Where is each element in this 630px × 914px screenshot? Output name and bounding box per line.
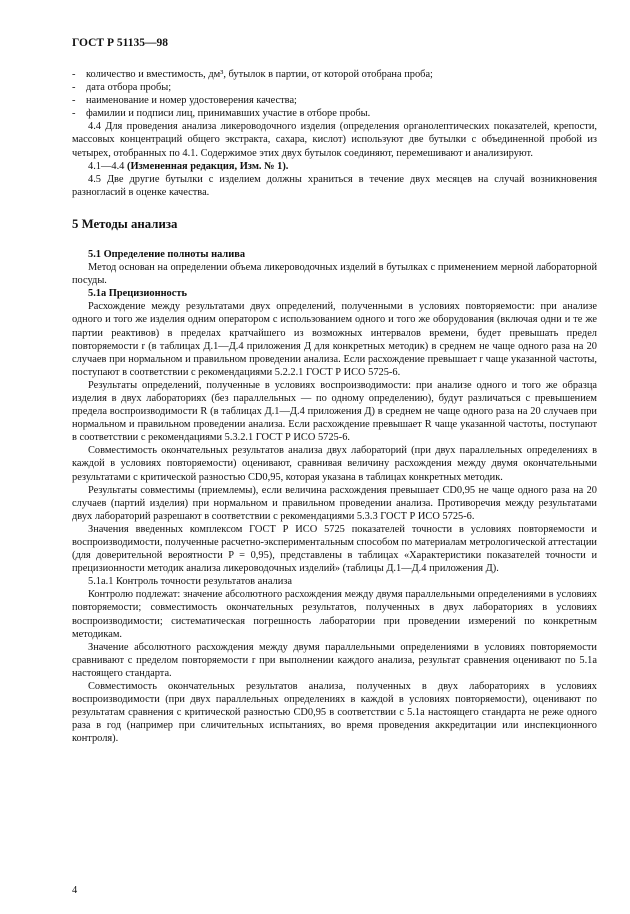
heading-5-1a-1: 5.1а.1 Контроль точности результатов анализа <box>88 576 293 588</box>
heading-5-1: 5.1 Определение полноты налива <box>88 248 246 260</box>
paragraph-reproducibility: Результаты определений, полученные в условиях воспроизводимости: при анализе одного и того же образца изделия в двух лабораториях (без параллельных — по одному определению), будут различаться с превышением предела воспроизводимости R (в таблицах Д.1—Д.4 приложения Д) в среднем не чаще одного раза на 20 случаев при нормальном и правильном проведении анализа. Если расхождение превышает R чаще указанной частоты, поступают в соответствии с рекомендациями 5.3.2.1 ГОСТ Р ИСО 5725-6. <box>72 379 597 444</box>
paragraph-4-5: 4.5 Две другие бутылки с изделием должны храниться в течение двух месяцев на случай возникновения разногласий в оценке качества. <box>72 173 597 198</box>
paragraph-lab-compatibility: Совместимость окончательных результатов анализа, полученных в двух лабораториях в условиях воспроизводимости (при двух параллельных определениях в каждой в условиях повторяемости), оценивают по результатам сравнения с критической разностью CD0,95 в соответствии с 5.1а настоящего стандарта не реже одного раза в год (например при сличительных испытаниях, во время проведения аккредитации или инспекционного контроля). <box>72 681 597 745</box>
paragraph-4-4: 4.4 Для проведения анализа ликероводочного изделия (определения органолептических показателей, крепости, массовых концентраций общего экстракта, сахара, кислот) используют две бутылки с объединенной пробой из четырех, отобранных по 4.1. Содержимое этих двух бутылок соединяют, перемешивают и анализируют. <box>72 121 597 159</box>
section-5-heading: 5 Методы анализа <box>72 216 178 231</box>
paragraph-control: Контролю подлежат: значение абсолютного расхождения между двумя параллельными определениями в условиях повторяемости; совместимость окончательных результатов, полученных в двух лабораториях в условиях воспроизводимости; систематическая погрешность лаборатории при проведении измерений по конкретным методикам. <box>72 589 597 640</box>
running-header: ГОСТ Р 51135—98 <box>72 37 168 49</box>
list-item: - количество и вместимость, дм³, бутылок в партии, от которой отобрана проба; <box>72 69 433 80</box>
heading-5-1a: 5.1а Прецизионность <box>88 288 187 300</box>
paragraph-5-1: Метод основан на определении объема ликероводочных изделий в бутылках с применением мерной лабораторной посуды. <box>72 262 597 287</box>
paragraph-compatibility: Совместимость окончательных результатов анализа двух лабораторий (при двух параллельных определениях в каждой в условиях повторяемости) оценивают, сравнивая величину расхождения между двумя окончательными результатами с критической разностью CD0,95, которая указана в таблицах конкретных методик. <box>72 445 597 483</box>
page-number: 4 <box>72 885 78 896</box>
paragraph-repeatability: Расхождение между результатами двух определений, полученными в условиях повторяемости: при анализе одного и того же изделия одним оператором с использованием одного и того же оборудования (включая одни и те же партии реактивов) в пределах кратчайшего из возможных интервалов времени, будет превышать предел повторяемости r (в таблицах Д.1—Д.4 приложения Д для конкретных методик) в среднем не чаще одного раза на 20 случаев при нормальном и правильном проведении анализа. Если расхождение превышает r чаще указанной частоты, поступают в соответствии с рекомендациями 5.2.2.1 ГОСТ Р ИСО 5725-6. <box>72 301 597 378</box>
paragraph-absolute-diff: Значение абсолютного расхождения между двумя параллельными определениями в условиях повторяемости сравнивают с пределом повторяемости r при выполнении каждого анализа, результат сравнения оценивают по 5.1а настоящего стандарта. <box>72 641 597 679</box>
list-item: - наименование и номер удостоверения качества; <box>72 95 297 107</box>
paragraph-amendment: 4.1—4.4 (Измененная редакция, Изм. № 1). <box>88 160 289 172</box>
paragraph-acceptable: Результаты совместимы (приемлемы), если величина расхождения превышает CD0,95 не чаще одного раза на 20 случаев (партий изделия) при нормальном и правильном проведении анализа. Противоречия между результатами двух лабораторий разрешают в соответствии с рекомендациями 5.3.3 ГОСТ Р ИСО 5725-6. <box>72 484 597 522</box>
paragraph-accuracy-values: Значения введенных комплексом ГОСТ Р ИСО 5725 показателей точности в условиях повторяемости и воспроизводимости, полученные расчетно-экспериментальным способом по материалам метрологической аттестации (для доверительной вероятности P = 0,95), представлены в таблицах «Характеристики показателей точности и прецизионности методик анализа ликероводочных изделий» (таблицы Д.1—Д.4 приложения Д). <box>72 523 597 575</box>
list-item: - фамилии и подписи лиц, принимавших участие в отборе пробы. <box>72 108 371 120</box>
list-item: - дата отбора пробы; <box>72 82 172 94</box>
